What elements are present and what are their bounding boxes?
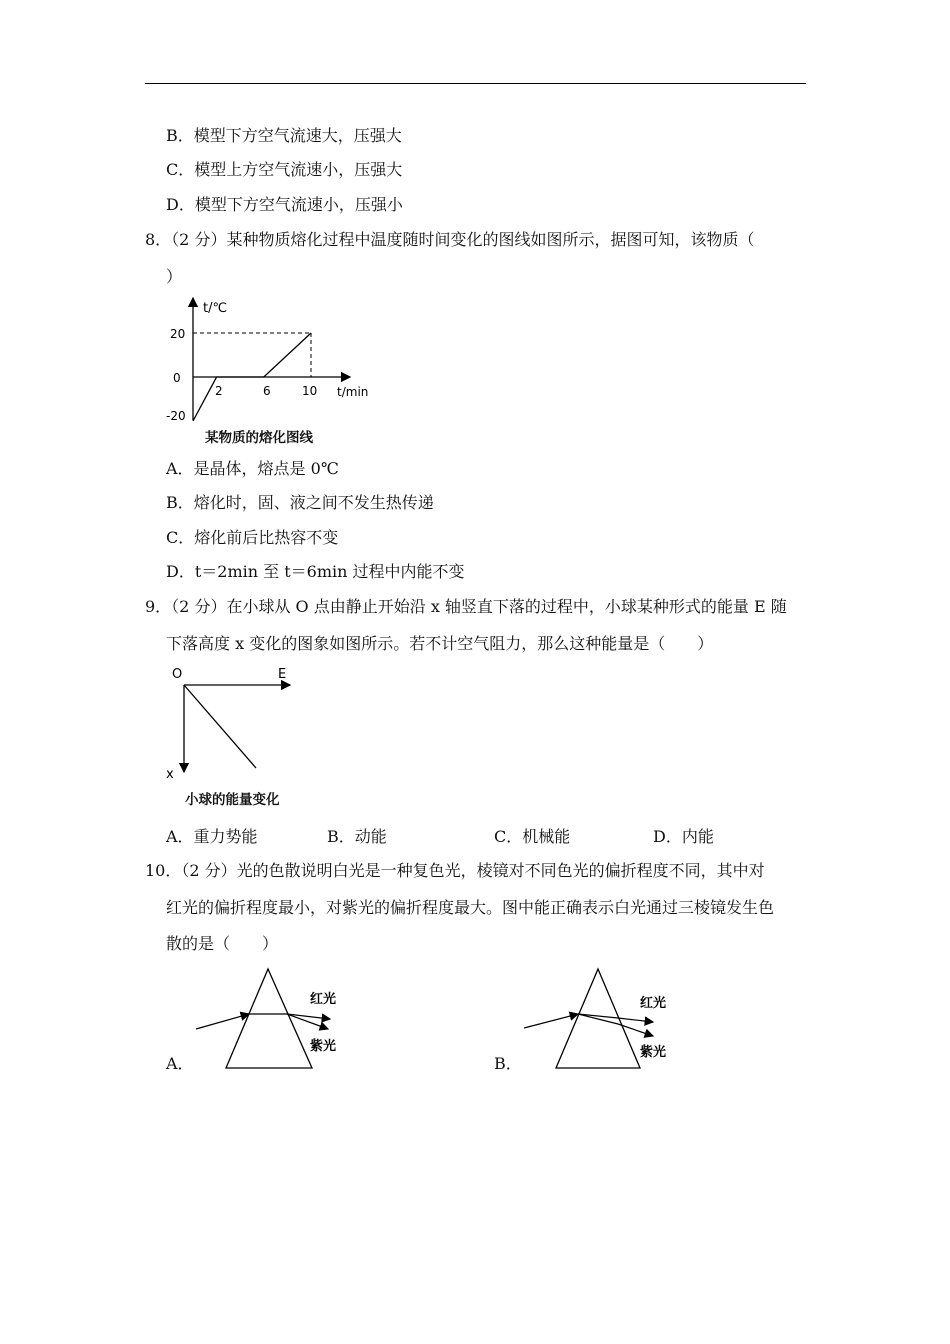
q7-option-c[interactable]: C．模型上方空气流速小，压强大 <box>166 160 403 179</box>
q9-stem-line1: 9．（2 分）在小球从 O 点由静止开始沿 x 轴竖直下落的过程中，小球某种形式的能量 E 随 <box>145 597 787 616</box>
q8-xtick-10: 10 <box>302 384 318 398</box>
q10a-violet-label: 紫光 <box>310 1039 337 1054</box>
q10b-red-label: 红光 <box>640 996 667 1011</box>
q8-xtick-6: 6 <box>263 384 271 398</box>
q9-option-a[interactable]: A．重力势能 <box>166 827 258 846</box>
q8-ylabel: t/℃ <box>203 301 228 316</box>
q8-option-d[interactable]: D．t＝2min 至 t＝6min 过程中内能不变 <box>166 562 465 581</box>
q8-melting-graph <box>160 292 390 427</box>
q9-option-b[interactable]: B．动能 <box>327 827 387 846</box>
q9-origin-label: O <box>172 667 183 682</box>
header-rule <box>145 83 806 84</box>
q9-stem-line2: 下落高度 x 变化的图象如图所示。若不计空气阻力，那么这种能量是（ ） <box>166 634 714 653</box>
q7-option-b[interactable]: B．模型下方空气流速大，压强大 <box>166 126 402 145</box>
q10b-incident-ray <box>524 1014 578 1028</box>
q10-option-a-label[interactable]: A． <box>166 1054 194 1073</box>
q10-stem-line1: 10．（2 分）光的色散说明白光是一种复色光，棱镜对不同色光的偏折程度不同，其中对 <box>145 861 765 880</box>
q9-e-label: E <box>278 667 287 682</box>
q9-energy-graph <box>160 660 310 785</box>
q8-option-c[interactable]: C．熔化前后比热容不变 <box>166 528 339 547</box>
q10a-incident-ray <box>196 1014 249 1029</box>
q10-stem-line2: 红光的偏折程度最小，对紫光的偏折程度最大。图中能正确表示白光通过三棱镜发生色 <box>166 898 775 917</box>
q9-option-d[interactable]: D．内能 <box>653 827 714 846</box>
q10-prism-figure-b <box>518 965 688 1075</box>
q8-stem-line1: 8．（2 分）某种物质熔化过程中温度随时间变化的图线如图所示，据图可知，该物质（ <box>145 230 755 249</box>
q8-stem-line2: ） <box>166 267 183 286</box>
q10-option-b-label[interactable]: B． <box>494 1054 522 1073</box>
q10a-red-label: 红光 <box>310 992 337 1007</box>
q10-prism-figure-a <box>190 965 360 1075</box>
q10b-violet-label: 紫光 <box>640 1045 667 1060</box>
q10b-red-ray <box>618 1018 653 1022</box>
q8-ytick-20: 20 <box>170 327 186 341</box>
q9-graph-caption: 小球的能量变化 <box>185 792 280 808</box>
q8-ytick-neg20: -20 <box>166 409 186 423</box>
q8-ytick-0: 0 <box>173 371 181 385</box>
q10-stem-line3: 散的是（ ） <box>166 934 279 953</box>
q8-option-a[interactable]: A．是晶体，熔点是 0℃ <box>166 459 339 478</box>
q9-energy-line <box>184 685 256 768</box>
q7-option-d[interactable]: D．模型下方空气流速小，压强小 <box>166 195 403 214</box>
q8-option-b[interactable]: B．熔化时，固、液之间不发生热传递 <box>166 493 434 512</box>
q8-xlabel: t/min <box>337 385 369 399</box>
q8-xtick-2: 2 <box>215 384 223 398</box>
q9-option-c[interactable]: C．机械能 <box>494 827 571 846</box>
q8-graph-caption: 某物质的熔化图线 <box>205 430 313 446</box>
q9-x-label: x <box>166 767 174 782</box>
